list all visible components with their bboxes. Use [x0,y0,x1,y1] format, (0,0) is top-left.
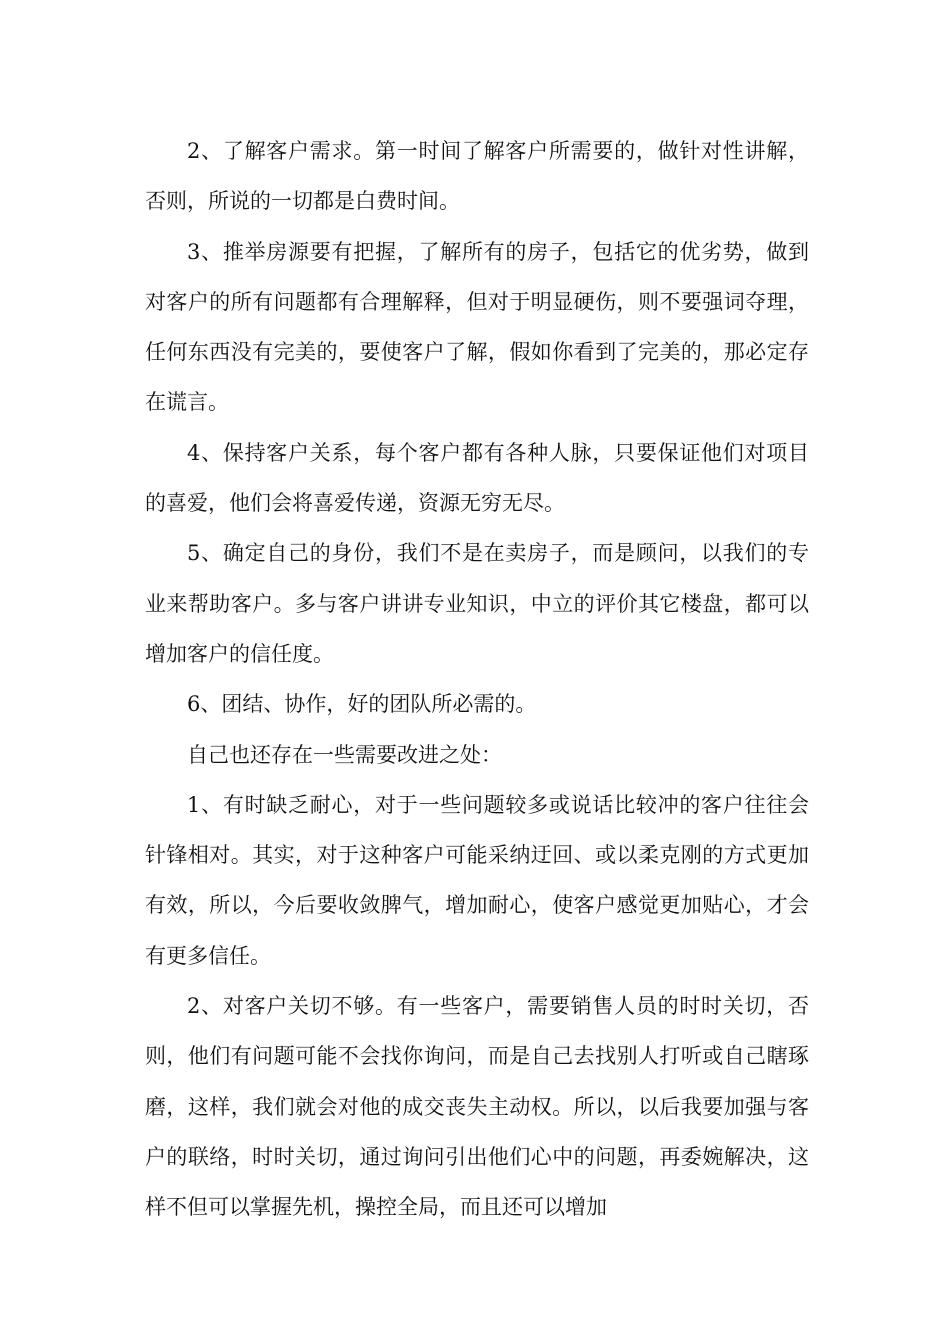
paragraph-maintain-relations: 4、保持客户关系，每个客户都有各种人脉，只要保证他们对项目的喜爱，他们会将喜爱传递，资源无穷无尽。 [145,440,809,516]
document-body [145,126,809,1233]
paragraph-understand-needs: 2、了解客户需求。第一时间了解客户所需要的，做针对性讲解，否则，所说的一切都是白费时间。 [145,139,809,214]
paragraph-lack-patience: 1、有时缺乏耐心，对于一些问题较多或说话比较冲的客户往往会针锋相对。其实，对于这种客户可能采纳迂回、或以柔克刚的方式更加有效，所以，今后要收敛脾气，增加耐心，使客户感觉更加贴心，才会有更多信任。 [145,792,809,968]
paragraph-teamwork: 6、团结、协作，好的团队所必需的。 [187,692,537,717]
paragraph-insufficient-care: 2、对客户关切不够。有一些客户，需要销售人员的时时关切，否则，他们有问题可能不会找你询问，而是自己去找别人打听或自己瞎琢磨，这样，我们就会对他的成交丧失主动权。所以，以后我要加强与客户的联络，时时关切，通过询问引出他们心中的问题，再委婉解决，这样不但可以掌握先机，操控全局，而且还可以增加 [145,994,809,1220]
paragraph-recommend-listings: 3、推举房源要有把握，了解所有的房子，包括它的优劣势，做到对客户的所有问题都有合理解释，但对于明显硬伤，则不要强词夺理，任何东西没有完美的，要使客户了解，假如你看到了完美的，那必定存在谎言。 [145,239,809,415]
paragraph-improvement-intro: 自己也还存在一些需要改进之处： [187,742,502,767]
paragraph-define-identity: 5、确定自己的身份，我们不是在卖房子，而是顾问，以我们的专业来帮助客户。多与客户讲讲专业知识，中立的评价其它楼盘，都可以增加客户的信任度。 [145,541,809,666]
